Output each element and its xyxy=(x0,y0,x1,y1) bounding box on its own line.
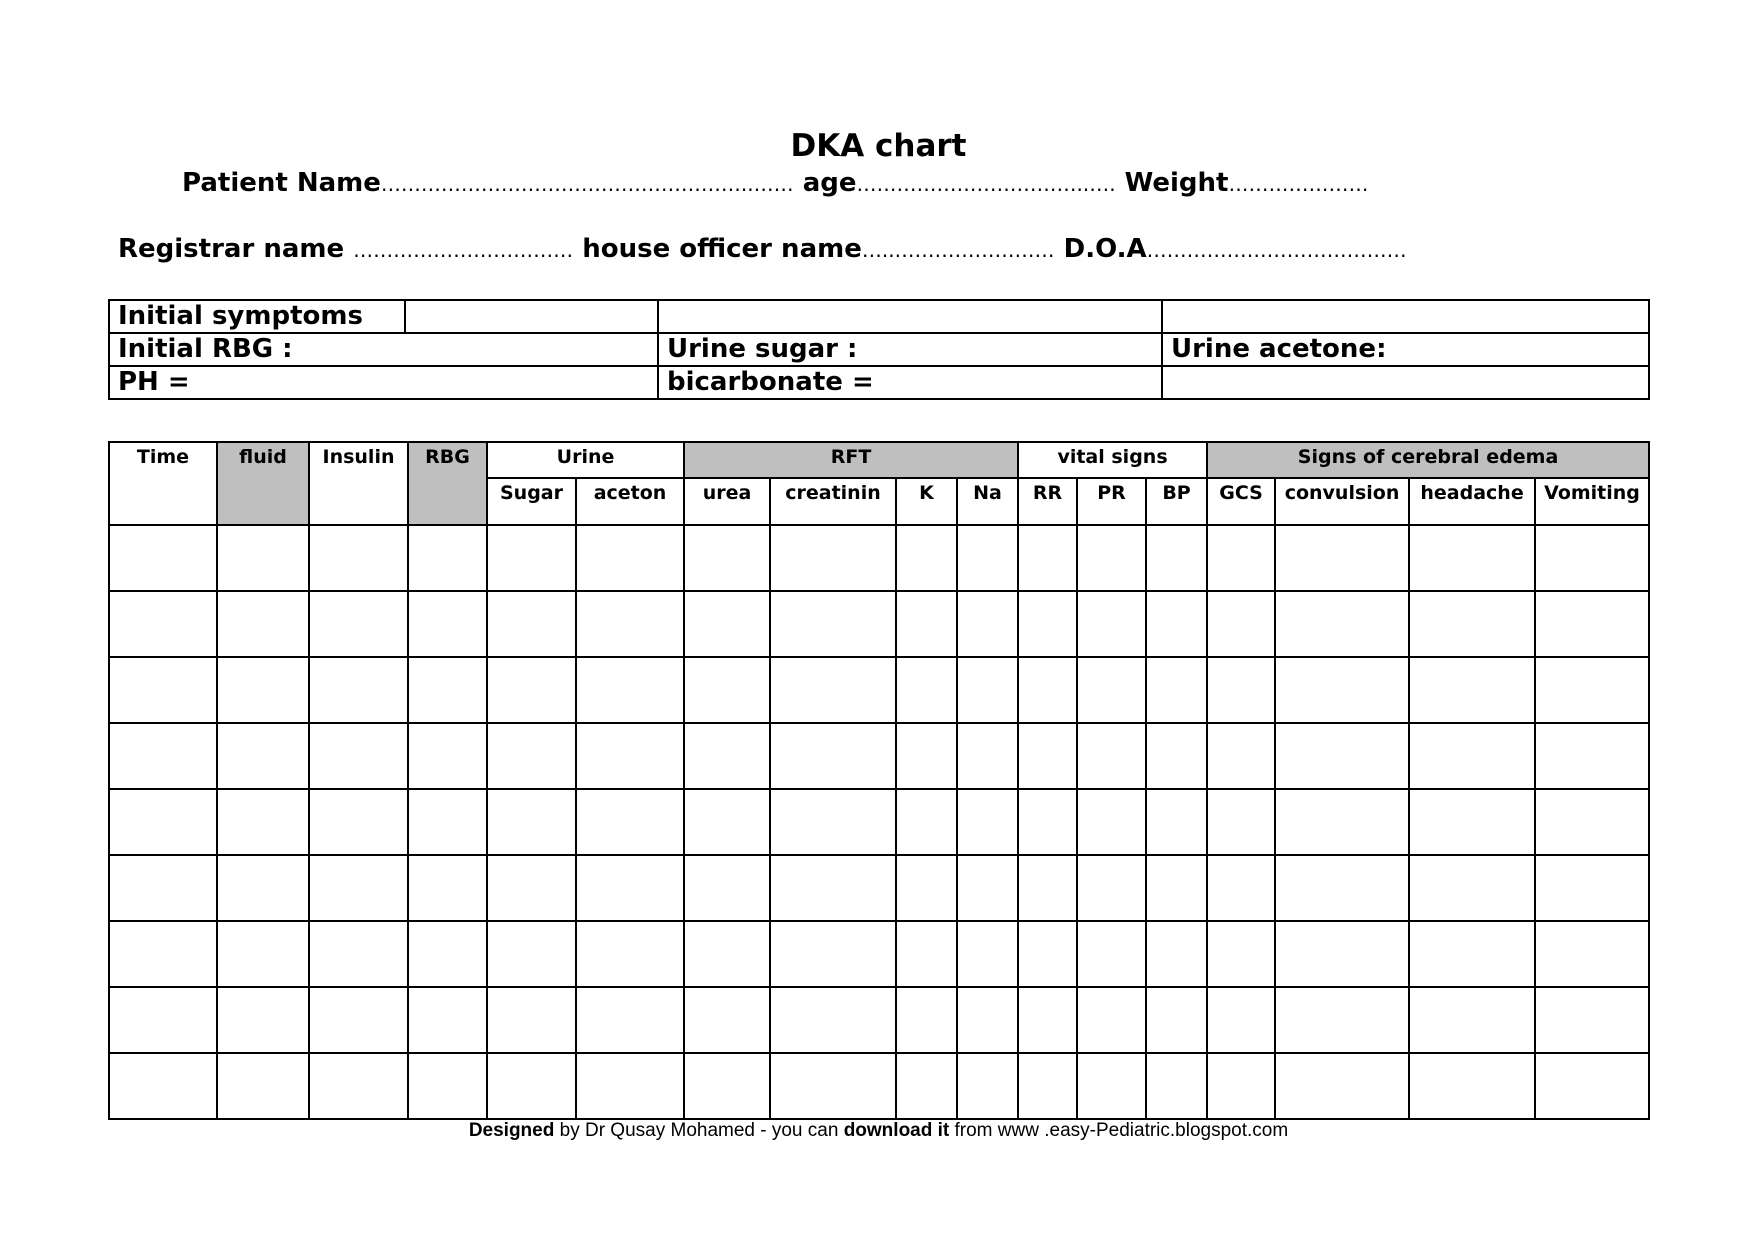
footer-designed: Designed xyxy=(468,1120,555,1141)
table-cell xyxy=(1077,723,1146,789)
table-cell xyxy=(1207,525,1275,591)
table-cell xyxy=(1275,525,1409,591)
table-cell xyxy=(576,591,684,657)
footer-from: from www .easy-Pediatric.blogspot.com xyxy=(949,1120,1289,1141)
table-cell xyxy=(957,1053,1018,1119)
table-cell xyxy=(770,1053,896,1119)
table-cell xyxy=(1146,657,1207,723)
footer-by: by Dr Qusay Mohamed - you can xyxy=(554,1120,844,1141)
table-row xyxy=(109,657,1649,723)
table-cell xyxy=(957,855,1018,921)
table-cell xyxy=(109,591,217,657)
table-cell xyxy=(1275,657,1409,723)
table-cell xyxy=(408,657,487,723)
table-cell xyxy=(770,723,896,789)
group-cerebral-edema: Signs of cerebral edema xyxy=(1207,442,1649,478)
table-cell xyxy=(1018,1053,1077,1119)
table-cell xyxy=(1207,789,1275,855)
table-cell xyxy=(487,987,576,1053)
table-cell xyxy=(684,987,770,1053)
col-urea: urea xyxy=(684,478,770,525)
page-title: DKA chart xyxy=(790,128,967,164)
summary-empty-cell xyxy=(1162,366,1649,399)
summary-row xyxy=(109,366,1649,399)
table-row xyxy=(109,1053,1649,1119)
group-rft: RFT xyxy=(684,442,1018,478)
table-cell xyxy=(109,789,217,855)
ph-label: PH = xyxy=(109,366,658,399)
table-cell xyxy=(684,855,770,921)
table-cell xyxy=(770,921,896,987)
footer-credit xyxy=(0,1120,1757,1142)
house-officer-field: …..…………………… xyxy=(861,238,1055,262)
table-cell xyxy=(109,723,217,789)
house-officer-label: house officer name xyxy=(582,234,862,264)
table-cell xyxy=(1535,657,1649,723)
table-cell xyxy=(1275,921,1409,987)
col-time: Time xyxy=(109,442,217,525)
table-cell xyxy=(1018,657,1077,723)
table-cell xyxy=(770,789,896,855)
table-cell xyxy=(217,921,309,987)
table-cell xyxy=(217,657,309,723)
table-cell xyxy=(896,657,957,723)
summary-row xyxy=(109,300,1649,333)
table-cell xyxy=(1207,591,1275,657)
table-cell xyxy=(684,525,770,591)
table-row xyxy=(109,855,1649,921)
table-cell xyxy=(1535,1053,1649,1119)
table-cell xyxy=(408,921,487,987)
table-cell xyxy=(576,789,684,855)
table-cell xyxy=(487,723,576,789)
table-cell xyxy=(487,855,576,921)
age-field: ……………………………..…. xyxy=(856,172,1116,196)
table-cell xyxy=(408,855,487,921)
table-cell xyxy=(309,657,408,723)
initial-symptoms-cell xyxy=(405,300,658,333)
table-cell xyxy=(217,591,309,657)
table-cell xyxy=(1275,987,1409,1053)
table-cell xyxy=(408,525,487,591)
table-cell xyxy=(576,525,684,591)
table-cell xyxy=(576,987,684,1053)
table-cell xyxy=(1207,921,1275,987)
table-cell xyxy=(770,855,896,921)
table-cell xyxy=(408,789,487,855)
doa-label: D.O.A xyxy=(1063,234,1147,264)
initial-symptoms-label: Initial symptoms xyxy=(109,300,405,333)
table-cell xyxy=(217,723,309,789)
table-cell xyxy=(109,657,217,723)
table-cell xyxy=(309,723,408,789)
table-cell xyxy=(896,789,957,855)
initial-summary-table xyxy=(108,299,1650,400)
initial-symptoms-cell xyxy=(658,300,1162,333)
col-na: Na xyxy=(957,478,1018,525)
table-cell xyxy=(1409,789,1535,855)
table-cell xyxy=(487,921,576,987)
table-cell xyxy=(309,1053,408,1119)
monitoring-table xyxy=(108,441,1650,1120)
doa-field: ………………………………… xyxy=(1146,238,1407,262)
table-cell xyxy=(1077,855,1146,921)
table-cell xyxy=(217,855,309,921)
table-cell xyxy=(684,921,770,987)
col-sugar: Sugar xyxy=(487,478,576,525)
table-cell xyxy=(684,591,770,657)
table-cell xyxy=(1146,591,1207,657)
table-cell xyxy=(770,657,896,723)
registrar-label: Registrar name xyxy=(118,234,345,264)
table-cell xyxy=(896,1053,957,1119)
table-cell xyxy=(1146,987,1207,1053)
table-cell xyxy=(1409,525,1535,591)
col-bp: BP xyxy=(1146,478,1207,525)
table-cell xyxy=(1077,987,1146,1053)
table-cell xyxy=(309,789,408,855)
table-cell xyxy=(1018,789,1077,855)
table-cell xyxy=(309,987,408,1053)
monitoring-body xyxy=(109,525,1649,1119)
table-cell xyxy=(576,657,684,723)
initial-symptoms-cell xyxy=(1162,300,1649,333)
table-cell xyxy=(1146,921,1207,987)
table-cell xyxy=(109,855,217,921)
table-cell xyxy=(1535,723,1649,789)
table-cell xyxy=(1077,525,1146,591)
table-cell xyxy=(487,1053,576,1119)
table-cell xyxy=(1077,921,1146,987)
table-cell xyxy=(1535,591,1649,657)
table-cell xyxy=(309,591,408,657)
table-cell xyxy=(1146,723,1207,789)
table-cell xyxy=(408,987,487,1053)
summary-row xyxy=(109,333,1649,366)
table-cell xyxy=(1018,855,1077,921)
table-cell xyxy=(576,723,684,789)
table-cell xyxy=(1077,657,1146,723)
table-cell xyxy=(896,591,957,657)
table-cell xyxy=(309,855,408,921)
table-cell xyxy=(1409,1053,1535,1119)
footer-download: download it xyxy=(843,1120,950,1141)
table-cell xyxy=(896,855,957,921)
initial-rbg-label: Initial RBG : xyxy=(109,333,658,366)
table-row xyxy=(109,921,1649,987)
table-cell xyxy=(217,789,309,855)
weight-field: ………………… xyxy=(1228,172,1369,196)
table-cell xyxy=(408,723,487,789)
table-cell xyxy=(1275,855,1409,921)
table-cell xyxy=(1207,657,1275,723)
col-creatinin: creatinin xyxy=(770,478,896,525)
table-cell xyxy=(109,1053,217,1119)
table-row xyxy=(109,987,1649,1053)
table-cell xyxy=(1409,657,1535,723)
table-cell xyxy=(1275,591,1409,657)
table-cell xyxy=(1077,1053,1146,1119)
urine-acetone-label: Urine acetone: xyxy=(1162,333,1649,366)
table-cell xyxy=(1409,855,1535,921)
col-k: K xyxy=(896,478,957,525)
table-cell xyxy=(896,921,957,987)
group-urine: Urine xyxy=(487,442,684,478)
table-cell xyxy=(487,525,576,591)
table-row xyxy=(109,525,1649,591)
table-cell xyxy=(957,525,1018,591)
col-rbg: RBG xyxy=(408,442,487,525)
table-cell xyxy=(487,789,576,855)
col-convulsion: convulsion xyxy=(1275,478,1409,525)
table-cell xyxy=(408,591,487,657)
table-cell xyxy=(1275,789,1409,855)
table-cell xyxy=(1409,591,1535,657)
table-row xyxy=(109,789,1649,855)
table-cell xyxy=(1146,789,1207,855)
table-row xyxy=(109,591,1649,657)
table-cell xyxy=(1207,987,1275,1053)
table-row xyxy=(109,723,1649,789)
table-cell xyxy=(957,591,1018,657)
table-cell xyxy=(957,921,1018,987)
table-cell xyxy=(957,987,1018,1053)
table-cell xyxy=(1535,987,1649,1053)
table-cell xyxy=(408,1053,487,1119)
table-cell xyxy=(576,1053,684,1119)
table-cell xyxy=(1535,525,1649,591)
table-cell xyxy=(217,1053,309,1119)
table-cell xyxy=(684,1053,770,1119)
table-cell xyxy=(1207,1053,1275,1119)
table-cell xyxy=(217,525,309,591)
patient-info-line xyxy=(182,168,1368,198)
table-cell xyxy=(109,921,217,987)
col-aceton: aceton xyxy=(576,478,684,525)
col-pr: PR xyxy=(1077,478,1146,525)
table-cell xyxy=(1018,525,1077,591)
table-cell xyxy=(770,591,896,657)
col-fluid: fluid xyxy=(217,442,309,525)
table-cell xyxy=(487,657,576,723)
header-row xyxy=(109,442,1649,478)
table-cell xyxy=(1409,723,1535,789)
registrar-field: …………………………… xyxy=(353,238,574,262)
table-cell xyxy=(576,855,684,921)
table-cell xyxy=(684,789,770,855)
table-cell xyxy=(684,723,770,789)
table-cell xyxy=(1146,1053,1207,1119)
table-cell xyxy=(770,987,896,1053)
age-label: age xyxy=(802,168,857,198)
table-cell xyxy=(896,723,957,789)
table-cell xyxy=(1535,789,1649,855)
table-cell xyxy=(1275,723,1409,789)
table-cell xyxy=(1146,525,1207,591)
col-gcs: GCS xyxy=(1207,478,1275,525)
col-headache: headache xyxy=(1409,478,1535,525)
patient-name-field: ………………………………………………..…… xyxy=(380,172,794,196)
table-cell xyxy=(896,987,957,1053)
table-cell xyxy=(1207,855,1275,921)
table-cell xyxy=(1077,591,1146,657)
table-cell xyxy=(770,525,896,591)
table-cell xyxy=(1018,591,1077,657)
table-cell xyxy=(309,921,408,987)
table-cell xyxy=(1018,921,1077,987)
table-cell xyxy=(1018,723,1077,789)
table-cell xyxy=(1077,789,1146,855)
table-cell xyxy=(957,657,1018,723)
table-cell xyxy=(896,525,957,591)
bicarbonate-label: bicarbonate = xyxy=(658,366,1162,399)
table-cell xyxy=(1409,987,1535,1053)
urine-sugar-label: Urine sugar : xyxy=(658,333,1162,366)
table-cell xyxy=(1207,723,1275,789)
table-cell xyxy=(576,921,684,987)
table-cell xyxy=(1275,1053,1409,1119)
staff-info-line xyxy=(118,234,1407,264)
table-cell xyxy=(1535,921,1649,987)
table-cell xyxy=(487,591,576,657)
patient-name-label: Patient Name xyxy=(182,168,381,198)
table-cell xyxy=(217,987,309,1053)
table-cell xyxy=(1409,921,1535,987)
table-cell xyxy=(109,987,217,1053)
table-cell xyxy=(1146,855,1207,921)
col-insulin: Insulin xyxy=(309,442,408,525)
table-cell xyxy=(957,723,1018,789)
col-vomiting: Vomiting xyxy=(1535,478,1649,525)
col-rr: RR xyxy=(1018,478,1077,525)
table-cell xyxy=(1018,987,1077,1053)
table-cell xyxy=(109,525,217,591)
table-cell xyxy=(957,789,1018,855)
table-cell xyxy=(1535,855,1649,921)
table-cell xyxy=(309,525,408,591)
table-cell xyxy=(684,657,770,723)
group-vital-signs: vital signs xyxy=(1018,442,1207,478)
weight-label: Weight xyxy=(1124,168,1229,198)
